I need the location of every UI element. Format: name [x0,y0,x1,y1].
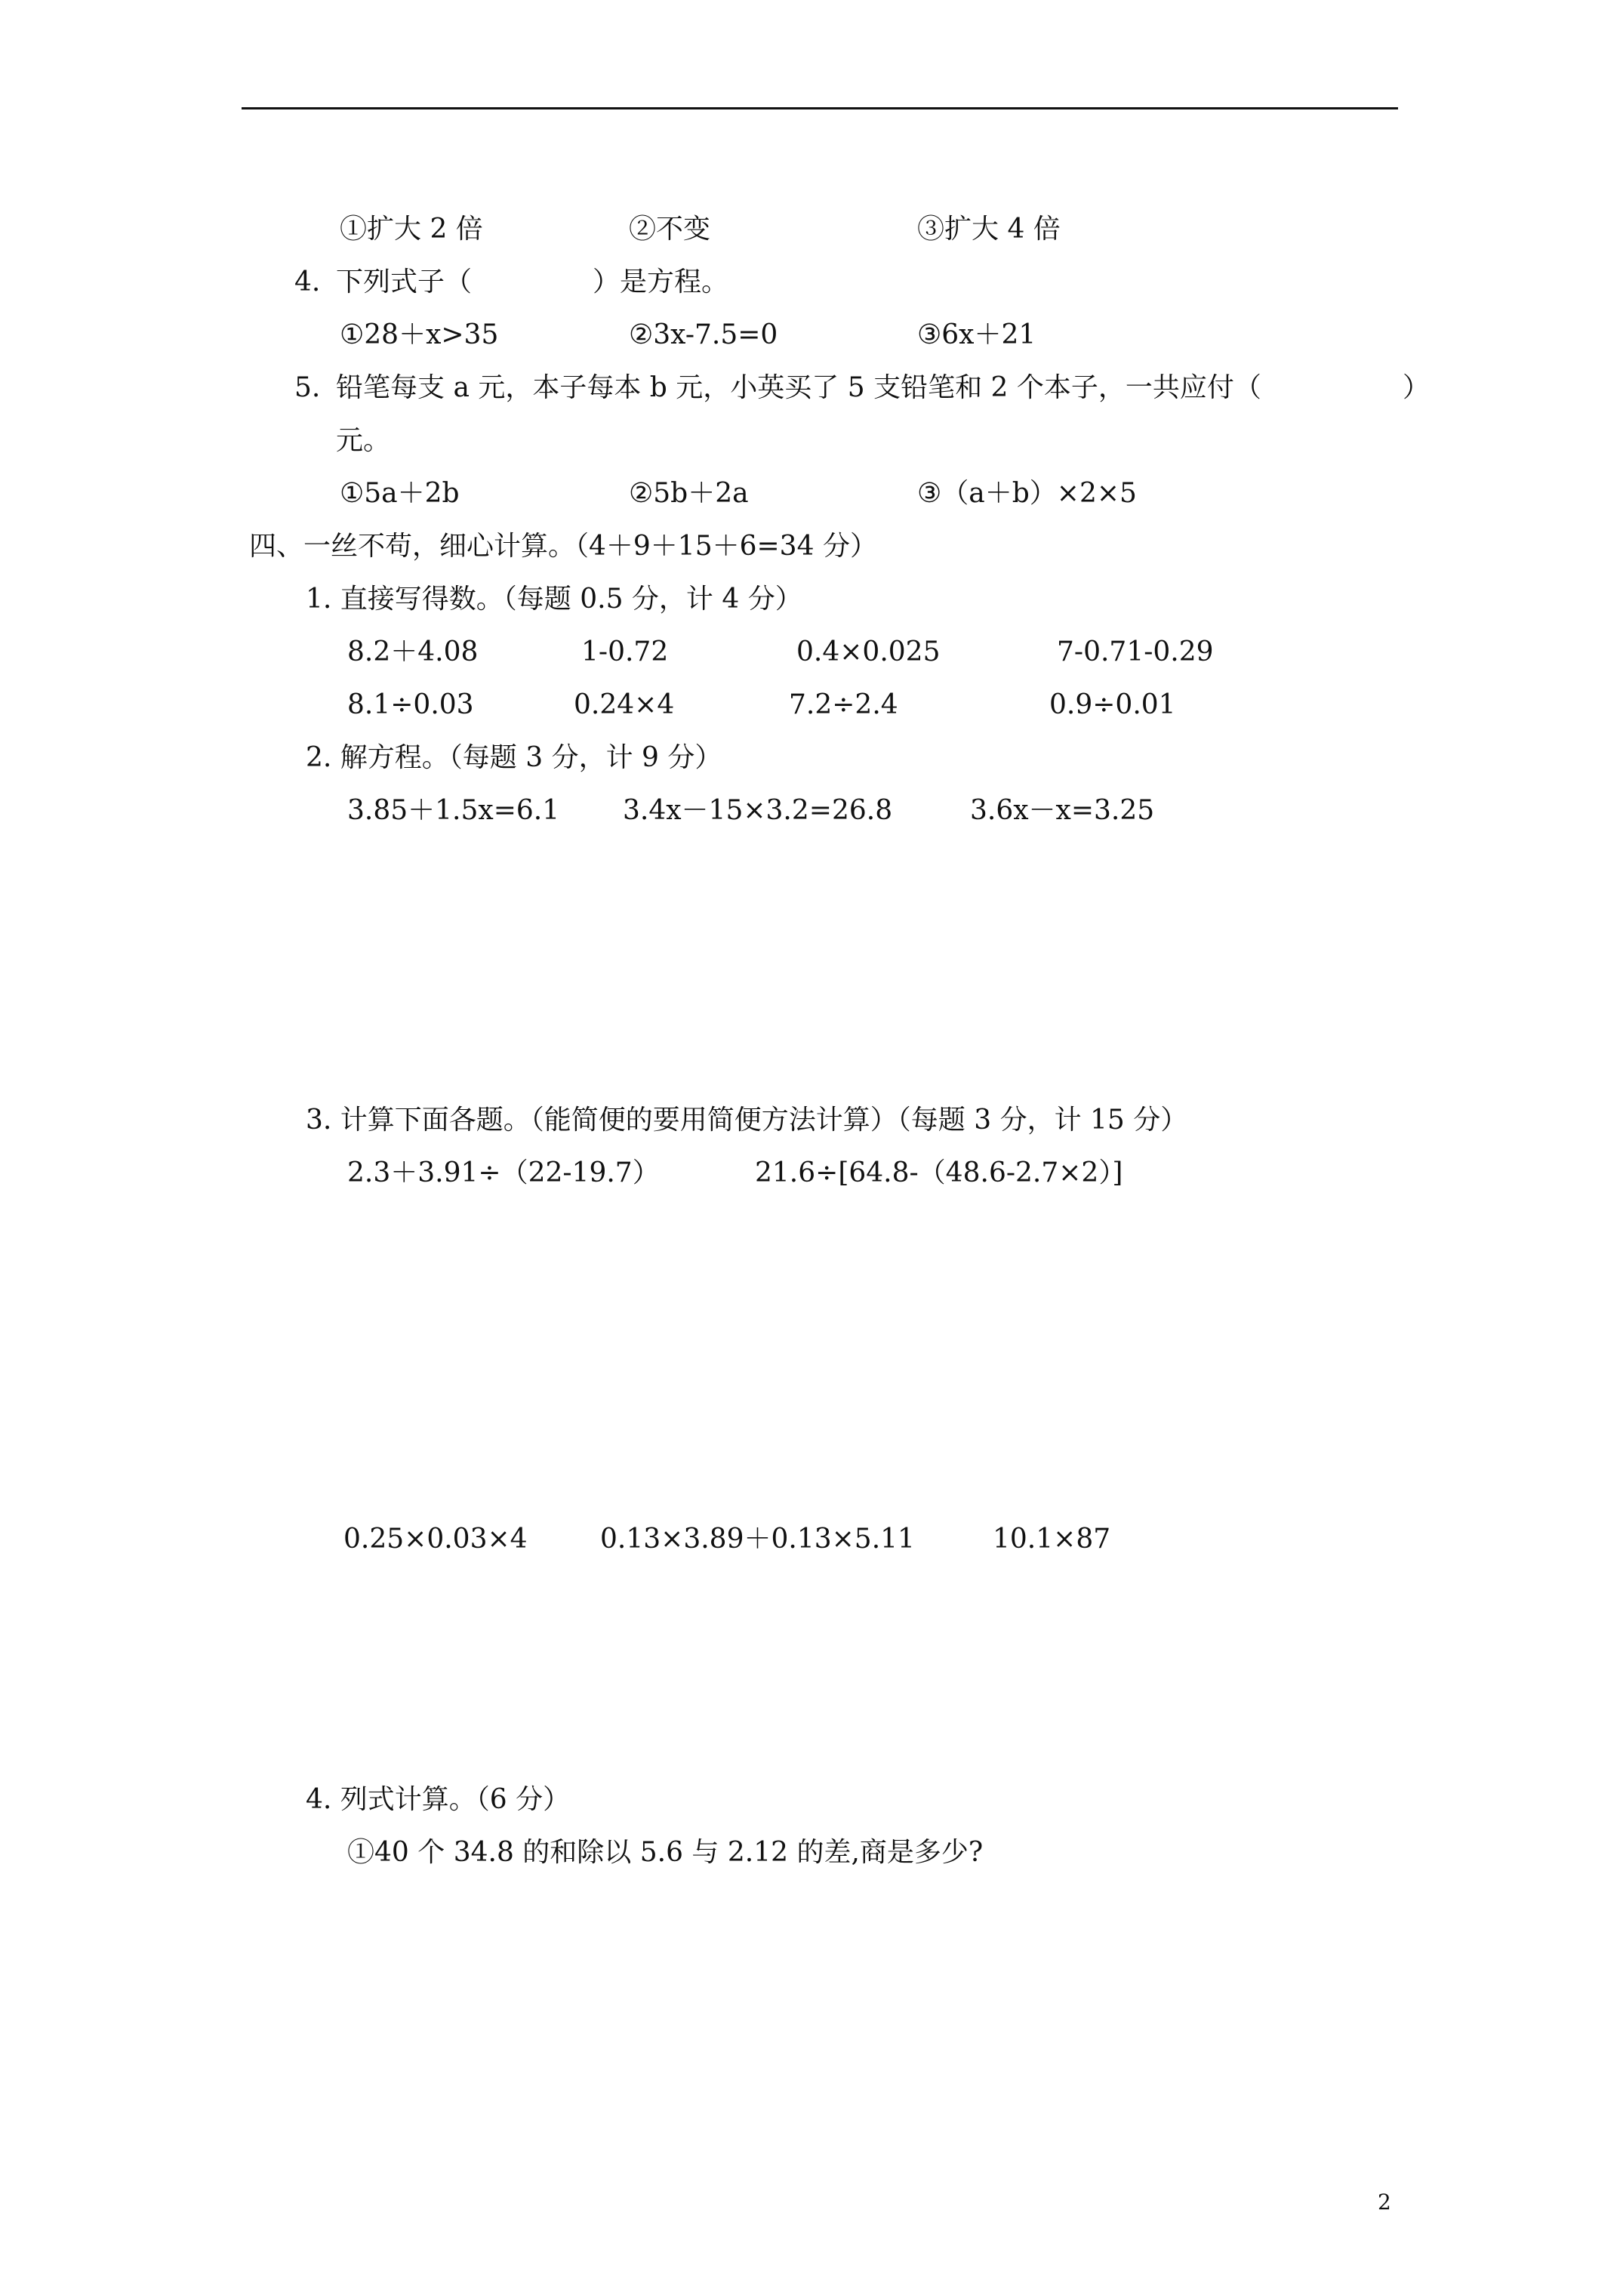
header-rule [242,107,1398,109]
q5-stem-continued: 元。 [336,425,391,456]
oral-calc-item: 8.2＋4.08 [347,636,479,667]
q4-option-1: ①28＋x>35 [340,319,499,350]
q4-stem-end: ）是方程。 [593,267,729,297]
oral-calc-item: 0.9÷0.01 [1049,689,1176,720]
q5-option-1: ①5a＋2b [340,478,460,509]
q3-option-2: ②不变 [629,214,711,245]
calc-item: 21.6÷[64.8-（48.6-2.7×2）] [755,1157,1123,1188]
oral-calc-item: 7.2÷2.4 [789,689,898,720]
q5-option-3: ③（a＋b）×2×5 [917,478,1137,509]
q5-option-2: ②5b＋2a [629,478,749,509]
oral-calc-item: 0.4×0.025 [796,636,941,667]
equation-item: 3.6x－x=3.25 [970,795,1155,826]
q3-option-1: ①扩大 2 倍 [340,214,483,245]
part-1-heading: 1. 直接写得数。（每题 0.5 分，计 4 分） [306,584,802,615]
q5-stem: 铅笔每支 a 元，本子每本 b 元，小英买了 5 支铅笔和 2 个本子，一共应付（ [336,372,1261,403]
q3-option-3: ③扩大 4 倍 [917,214,1061,245]
section-4-title: 四、一丝不苟，细心计算。（4＋9＋15＋6=34 分） [249,531,877,562]
q4-option-2: ②3x-7.5=0 [629,319,778,350]
calc-item: 0.13×3.89＋0.13×5.11 [600,1524,915,1555]
q5-number: 5. [294,372,321,403]
oral-calc-item: 1-0.72 [581,636,669,667]
part-3-heading: 3. 计算下面各题。（能简便的要用简便方法计算）（每题 3 分，计 15 分） [306,1105,1188,1136]
oral-calc-item: 8.1÷0.03 [347,689,474,720]
q4-option-3: ③6x＋21 [917,319,1036,350]
part-2-heading: 2. 解方程。（每题 3 分，计 9 分） [306,742,722,773]
word-calc-item: ①40 个 34.8 的和除以 5.6 与 2.12 的差,商是多少? [347,1837,984,1868]
calc-item: 0.25×0.03×4 [343,1524,528,1555]
page-number: 2 [1378,2190,1391,2214]
calc-item: 10.1×87 [993,1524,1111,1555]
q4-stem-start: 下列式子（ [336,267,473,297]
q4-number: 4. [294,267,321,297]
equation-item: 3.4x－15×3.2=26.8 [623,795,893,826]
oral-calc-item: 0.24×4 [574,689,675,720]
equation-item: 3.85＋1.5x=6.1 [347,795,560,826]
q5-stem-close: ） [1403,372,1431,403]
part-4-heading: 4. 列式计算。（6 分） [306,1784,571,1815]
oral-calc-item: 7-0.71-0.29 [1057,636,1214,667]
calc-item: 2.3＋3.91÷（22-19.7） [347,1157,660,1188]
